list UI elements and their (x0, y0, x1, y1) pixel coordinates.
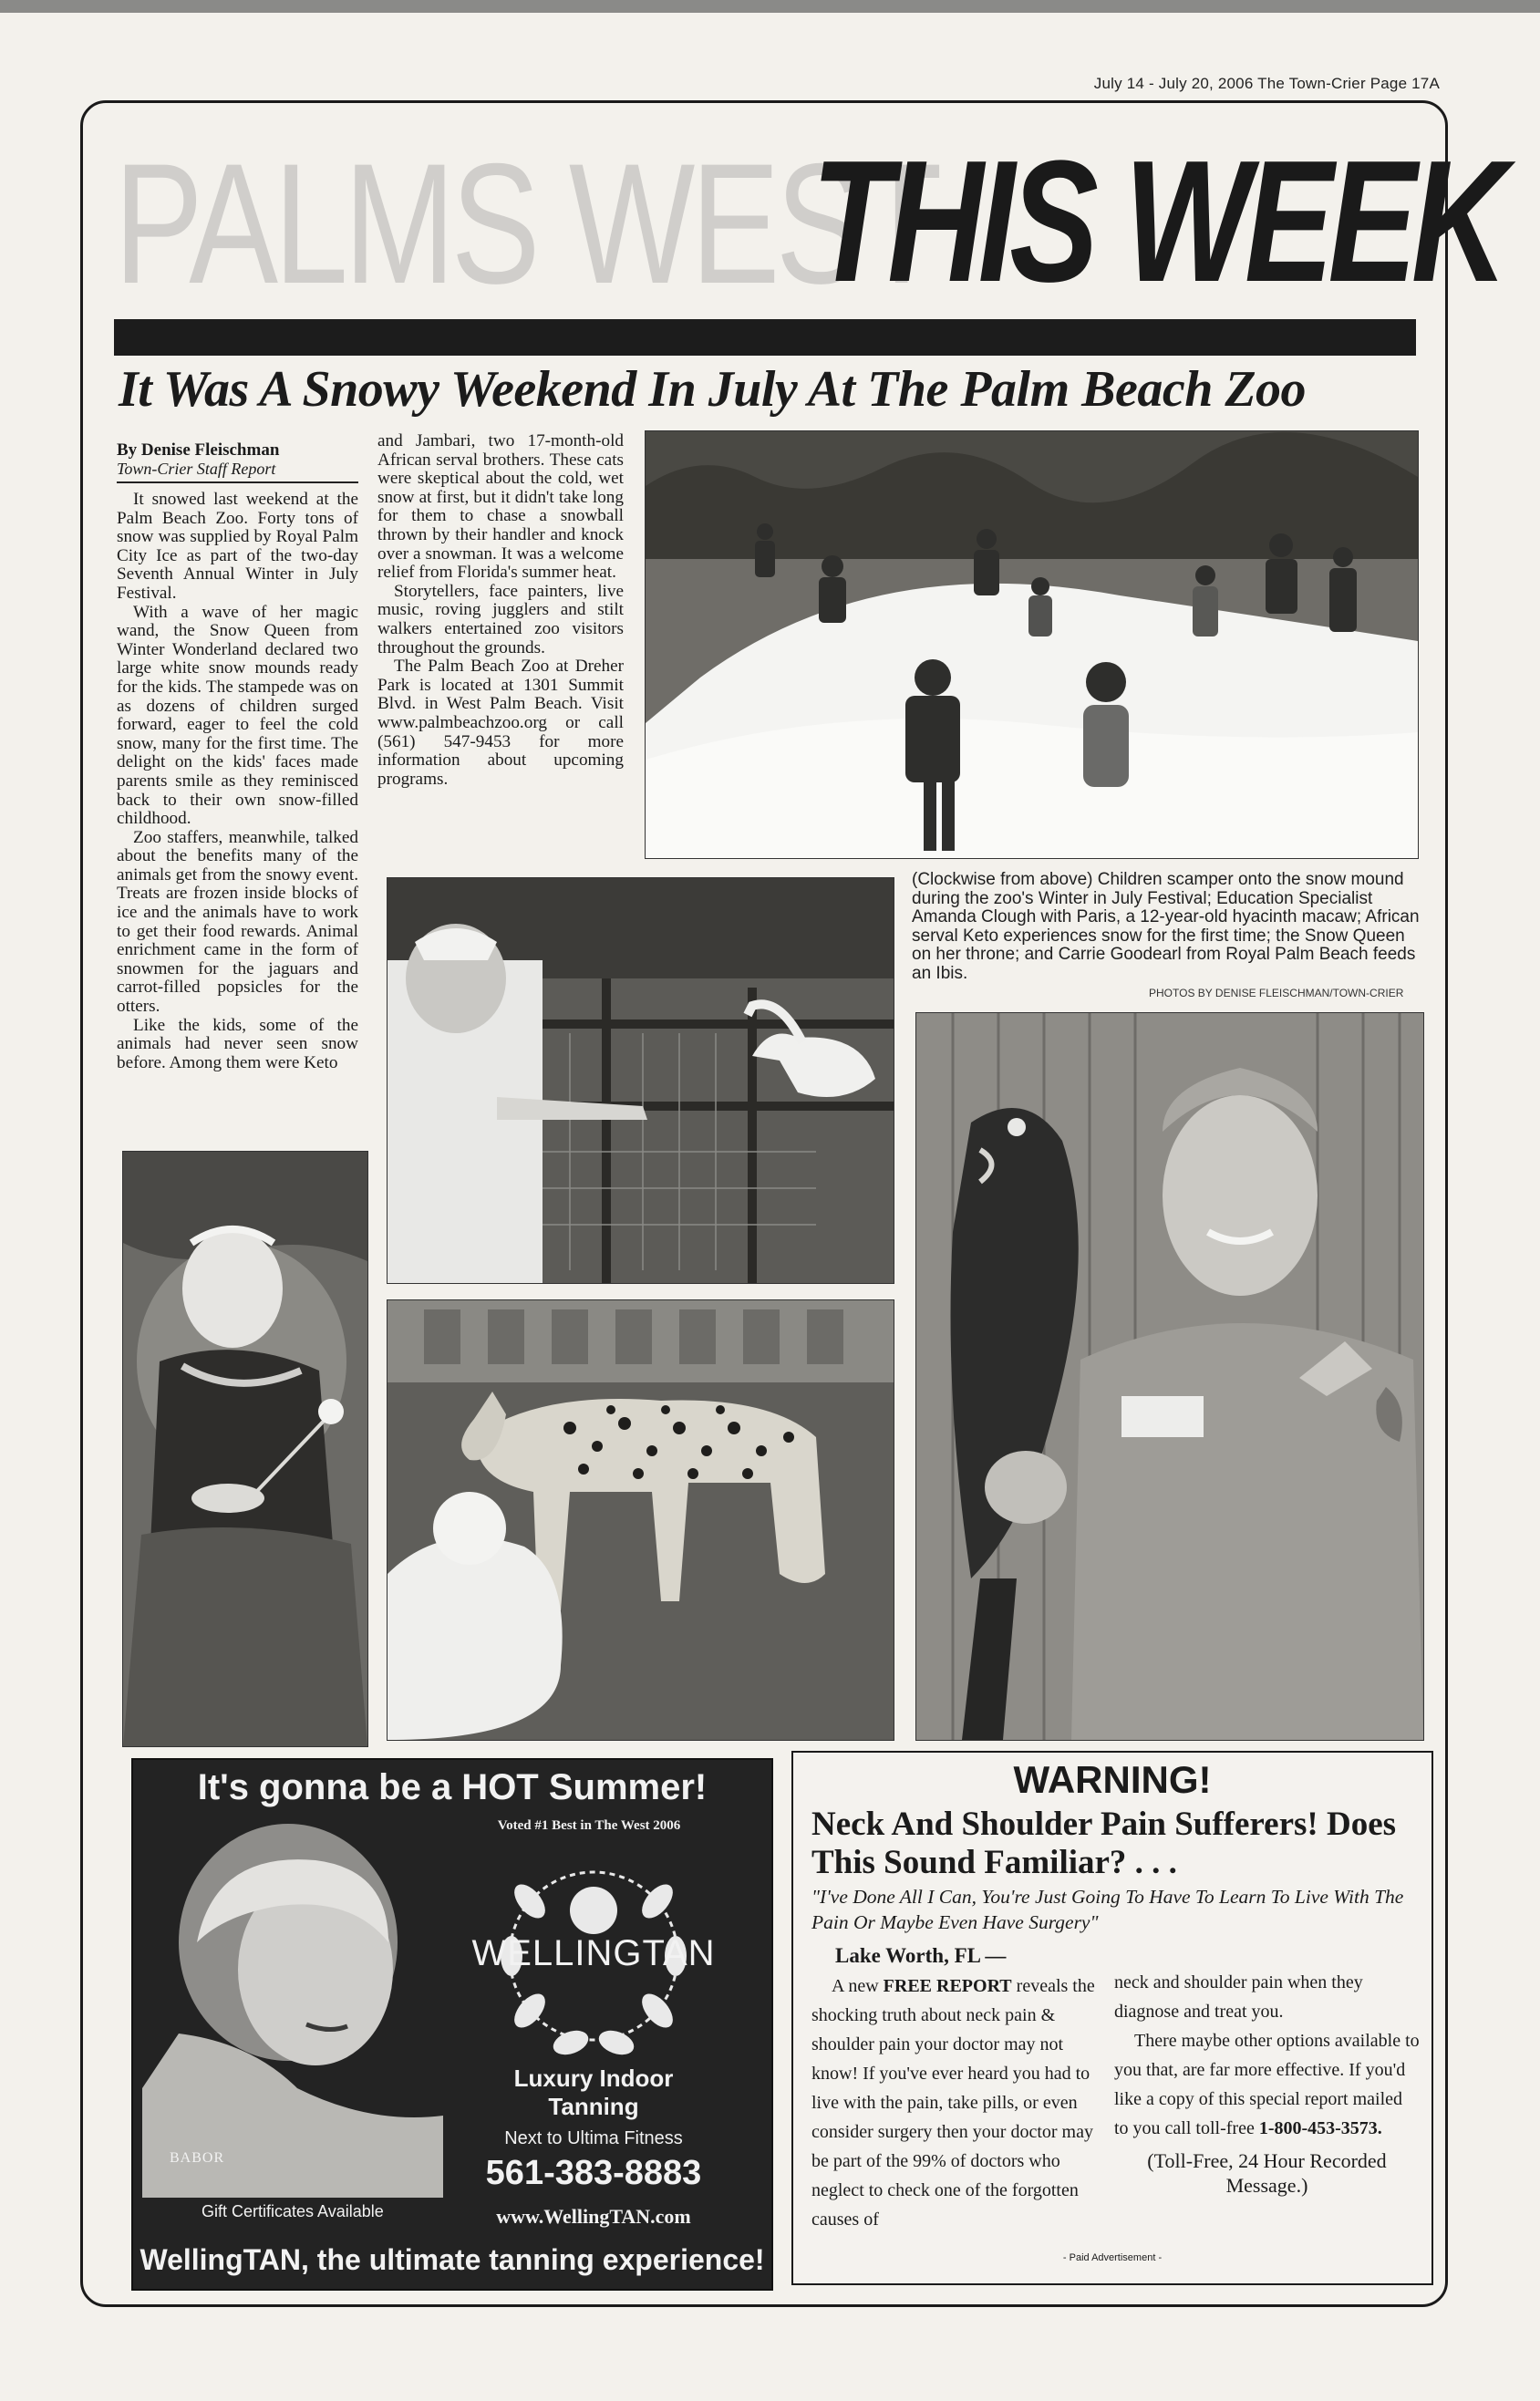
scan-edge (0, 0, 1540, 13)
ad-paid-notice: - Paid Advertisement - (1062, 2252, 1163, 2263)
ad-warning-headline: Neck And Shoulder Pain Sufferers! Does This Sound Familiar? . . . (811, 1806, 1397, 1881)
ad-warning-quote: "I've Done All I Can, You're Just Going To Have To Learn To Live With The Pain Or Maybe Even Have Surgery" (811, 1886, 1404, 1933)
ad-warning-body-right (1114, 1968, 1420, 2198)
masthead-palms-west: PALMS WEST (114, 128, 938, 319)
photo-caption: (Clockwise from above) Children scamper onto the snow mound during the zoo's Winter in July Festival; Education Specialist Amanda Clough with Paris, a 12-year-old hyacinth macaw; African serval Keto experiences snow for the first time; the Snow Queen on her throne; and Carrie Goodearl from Royal Palm Beach feeds an Ibis. (912, 870, 1420, 983)
ad-logo-text: WELLINGTAN (471, 1933, 716, 1973)
ad-toll-free: (Toll-Free, 24 Hour Recorded Message.) (1147, 2149, 1387, 2197)
ad-headline: It's gonna be a HOT Summer! (197, 1767, 708, 1807)
ad-gift-certificates: Gift Certificates Available (202, 2202, 384, 2220)
ad-subtitle: Luxury Indoor Tanning (513, 2065, 674, 2120)
ad-brand: BABOR (170, 2150, 225, 2166)
article-column-1 (117, 441, 358, 1072)
masthead-this-week: THIS WEEK (811, 125, 1503, 318)
photo-credit: PHOTOS BY DENISE FLEISCHMAN/TOWN-CRIER (1149, 987, 1404, 999)
ad-neck-pain (791, 1751, 1433, 2285)
article-column-2 (377, 432, 624, 789)
ad-tagline: WellingTAN, the ultimate tanning experience! (140, 2243, 765, 2276)
ad-model-photo (142, 1815, 443, 2198)
masthead-rule (114, 319, 1416, 356)
article-paragraph: Like the kids, some of the animals had never seen snow before. Among them were Keto (117, 1015, 358, 1072)
article-paragraph: Zoo staffers, meanwhile, talked about the benefits many of the animals get from the snowy event. Treats are frozen inside blocks of ice and the animals have to work to get their food rewards. Animal enrichment came in the form of snowmen for the jaguars and carrot-filled popsicles for the otters. (117, 827, 358, 1017)
photo-macaw (915, 1012, 1424, 1741)
article-paragraph: It snowed last weekend at the Palm Beach Zoo. Forty tons of snow was supplied by Royal Palm City Ice as part of the two-day Seventh Annual Winter in July Festival. (117, 490, 358, 603)
article-paragraph: With a wave of her magic wand, the Snow Queen from Winter Wonderland declared two large white snow mounds ready for the kids. The stampede was on as dozens of children surged forward, eager to feel the cold snow, many for the first time. The delight on the kids' faces made parents smile as they reminisced back to their own snow-filled childhood. (117, 602, 358, 829)
ad-body-text: There maybe other options available to you that, are far more effective. If you'd like a copy of this special report mailed to you call toll-free (1114, 2031, 1420, 2138)
ad-warning-phone: 1-800-453-3573. (1258, 2118, 1382, 2138)
ad-warning-title: WARNING! (1013, 1758, 1212, 1801)
ad-free-report: FREE REPORT (883, 1976, 1012, 1996)
photo-serval (387, 1299, 894, 1741)
ad-wellingtan (131, 1758, 773, 2291)
masthead (114, 125, 1503, 319)
photo-children-snow (645, 430, 1419, 859)
ad-location: Next to Ultima Fitness (504, 2128, 683, 2148)
article-paragraph: Storytellers, face painters, live music, roving jugglers and stilt walkers entertained zoo visitors throughout the grounds. (377, 581, 624, 657)
article-headline: It Was A Snowy Weekend In July At The Palm Beach Zoo (119, 361, 1307, 418)
article-paragraph: The Palm Beach Zoo at Dreher Park is located at 1301 Summit Blvd. in West Palm Beach. Visit www.palmbeachzoo.org or call (561) 547-9453 for more information about upcoming programs. (377, 657, 624, 789)
page-dateline: July 14 - July 20, 2006 The Town-Crier Page 17A (1093, 75, 1440, 92)
ad-website: www.WellingTAN.com (496, 2205, 691, 2228)
ad-body-text: reveals the shocking truth about neck pain & shoulder pain your doctor may not know! If you've ever heard you had to live with the pain, take pills, or even consider surgery then your doctor may be part of the 99% of doctors who neglect to check one of the forgotten causes of (811, 1976, 1095, 2230)
byline-role: Town-Crier Staff Report (117, 460, 358, 483)
ad-phone: 561-383-8883 (485, 2154, 702, 2192)
ad-body-text: neck and shoulder pain when they diagnose and treat you. (1114, 1972, 1363, 2022)
ad-body-text: A new (832, 1976, 884, 1996)
photo-ibis-feeding (387, 877, 894, 1284)
photo-snow-queen (122, 1151, 368, 1747)
ad-warning-body-left (811, 1972, 1108, 2234)
article-paragraph: and Jambari, two 17-month-old African serval brothers. These cats were skeptical about the cold, wet snow at first, but it didn't take long for them to chase a snowball thrown by their handler and knock over a snowman. It was a welcome relief from Florida's summer heat. (377, 431, 624, 583)
byline: By Denise Fleischman (117, 440, 280, 460)
ad-award: Voted #1 Best in The West 2006 (497, 1818, 681, 1833)
ad-warning-dateline: Lake Worth, FL — (835, 1944, 1007, 1967)
